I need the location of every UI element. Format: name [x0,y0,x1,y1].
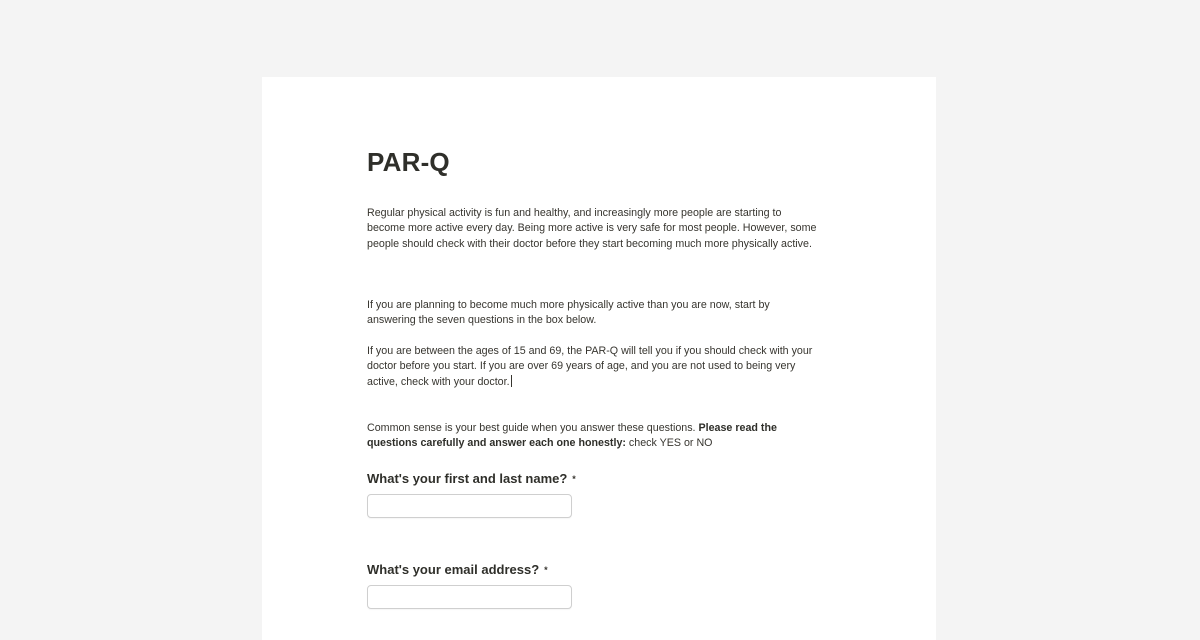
required-asterisk-icon: * [544,565,548,575]
name-input[interactable] [367,494,572,518]
instructions-paragraph [367,421,817,452]
ages-paragraph[interactable] [367,344,817,390]
instructions-text-start: Common sense is your best guide when you answer these questions. [367,422,699,434]
name-question-text: What's your first and last name? [367,471,568,486]
name-question-label [367,471,576,486]
email-input[interactable] [367,585,572,609]
instructions-text-bold: Please read the questions carefully and answer each one honestly: [367,422,777,450]
required-asterisk-icon: * [572,474,576,484]
planning-paragraph: If you are planning to become much more physically active than you are now, start by answering the seven questions in the box below. [367,299,770,327]
ages-paragraph-text: If you are between the ages of 15 and 69, the PAR-Q will tell you if you should check with your doctor before you start. If you are over 69 years of age, and you are not used to being very active, check with your doctor. [367,345,813,388]
intro-paragraph: Regular physical activity is fun and healthy, and increasingly more people are starting to become more active every day. Being more active is very safe for most people. However, some people should check with their doctor before they start becoming much more physically active. [367,207,817,250]
page-title: PAR-Q [367,147,450,177]
text-cursor [511,375,512,387]
email-question-label [367,562,548,577]
form-card [262,77,936,640]
email-question-text: What's your email address? [367,562,540,577]
instructions-text-end: check YES or NO [625,437,713,450]
